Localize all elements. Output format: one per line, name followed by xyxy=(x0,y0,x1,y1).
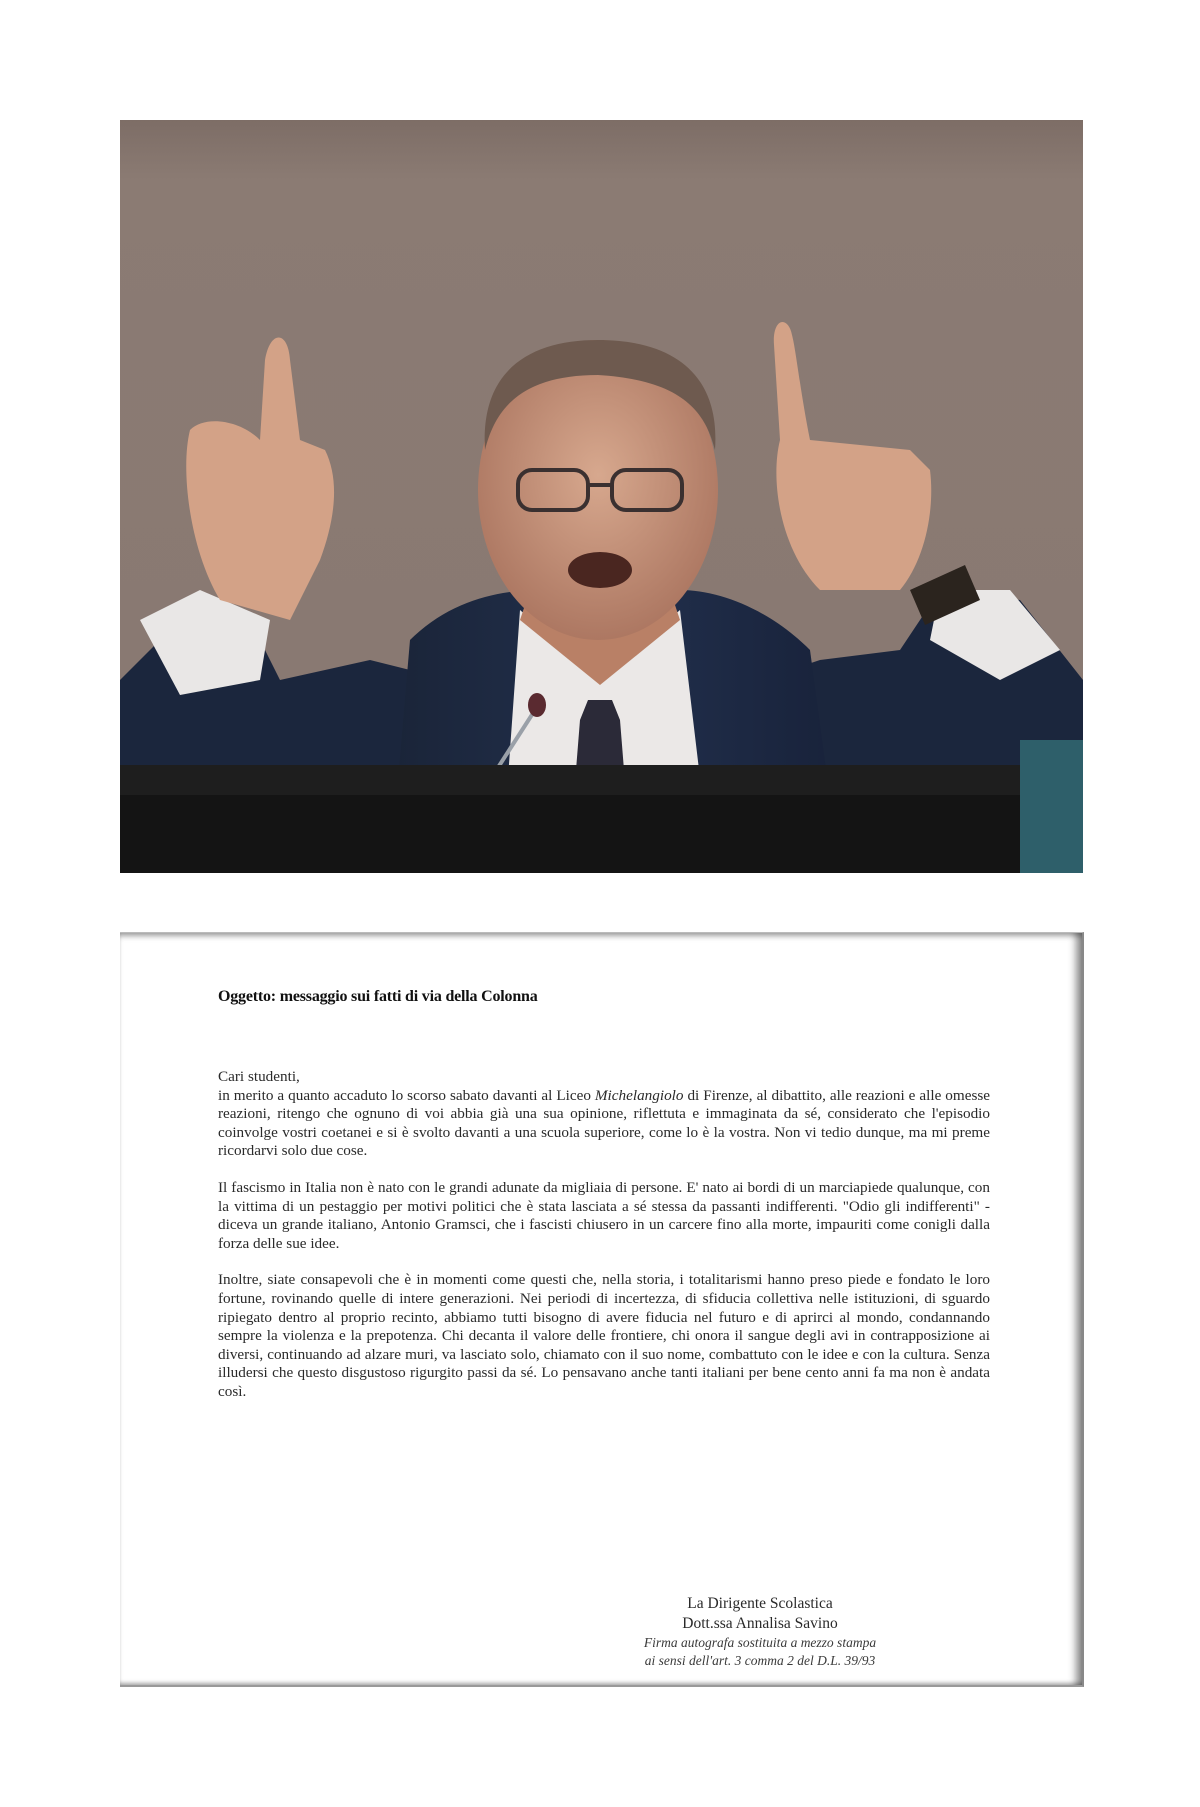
letter-paragraph-2: Il fascismo in Italia non è nato con le grandi adunate da migliaia di persone. E' nato ai bordi di un marciapiede qualunque, con la vittima di un pestaggio per motivi politici che è stata lasciata a sé stessa da passanti indifferenti. "Odio gli indifferenti" - diceva un grande italiano, Antonio Gramsci, che i fascisti chiusero in un carcere fino alla morte, impauriti come conigli dalla forza delle sue idee. xyxy=(218,1178,990,1252)
letter-paragraph-3: Inoltre, siate consapevoli che è in momenti come questi che, nella storia, i totalitarismi hanno preso piede e fondato le loro fortune, rovinando quelle di intere generazioni. Nei periodi di incertezza, di sfiducia collettiva nelle istituzioni, di sguardo ripiegato dentro al proprio recinto, abbiamo tutti bisogno di avere fiducia nel futuro e di aprirci al mondo, condannando sempre la violenza e la prepotenza. Chi decanta il valore delle frontiere, chi onora il sangue degli avi in contrapposizione ai diversi, continuando ad alzare muri, va lasciato solo, chiamato con il suo nome, combattuto con le idee e con la cultura. Senza illudersi che questo disgustoso rigurgito passi da sé. Lo pensavano anche tanti italiani per bene cento anni fa ma non è andata così. xyxy=(218,1271,990,1400)
letter-subject: Oggetto: messaggio sui fatti di via della Colonna xyxy=(218,988,538,1005)
paragraph-1-text-a: in merito a quanto accaduto lo scorso sabato davanti al Liceo xyxy=(218,1086,595,1104)
school-name: Michelangiolo xyxy=(594,1086,684,1104)
letter-paragraph-1 xyxy=(218,1068,990,1161)
speaker-photo-illustration xyxy=(120,120,1083,873)
paragraph-1-text-b: di Firenze, al dibattito, alle reazioni e alle omesse reazioni, ritengo che ognuno di voi abbia già una sua opinione, riflettuta e immaginata da sé, considerato che l'episodio coinvolge vostri coetanei e si è svolto davanti a una scuola superiore, come lo è la vostra. Non vi tedio dunque, ma mi preme ricordarvi solo due cose. xyxy=(218,1086,991,1160)
signature-note-line-2: ai sensi dell'art. 3 comma 2 del D.L. 39/93 xyxy=(644,1653,876,1668)
school-letter xyxy=(120,932,1084,1687)
signature-note-line-1: Firma autografa sostituita a mezzo stampa xyxy=(643,1635,877,1650)
signature-name: Dott.ssa Annalisa Savino xyxy=(682,1615,838,1632)
speaker-photo xyxy=(120,120,1083,873)
signature-title: La Dirigente Scolastica xyxy=(687,1595,833,1612)
letter-body xyxy=(218,1068,990,1420)
letter-signature xyxy=(600,1594,920,1670)
letter-greeting: Cari studenti, xyxy=(218,1068,300,1085)
